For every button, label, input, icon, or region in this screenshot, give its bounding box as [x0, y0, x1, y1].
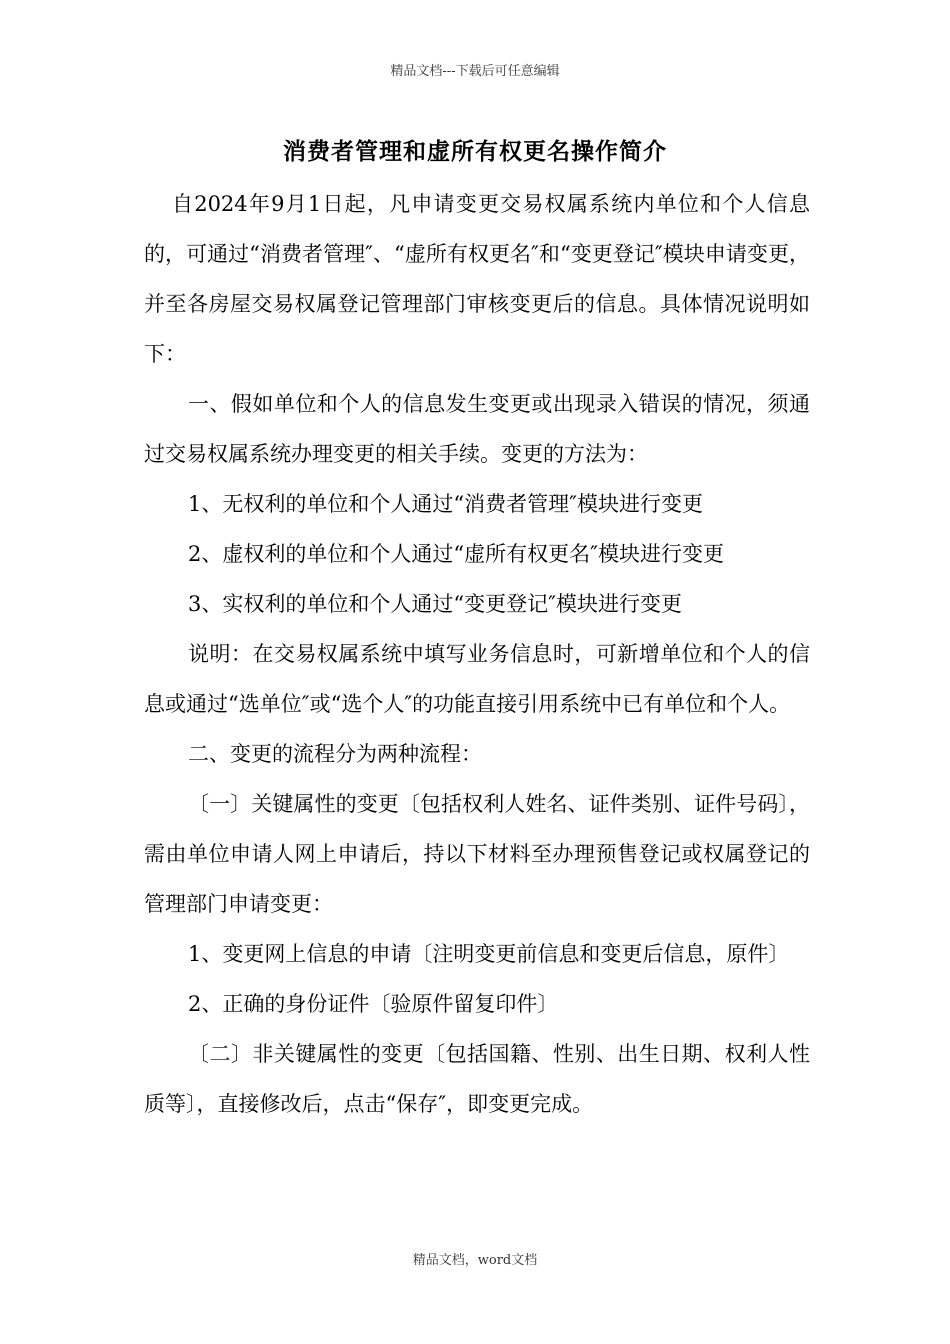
document-body [144, 179, 810, 1129]
paragraph-material-2: 2、正确的身份证件〔验原件留复印件〕 [188, 992, 559, 1016]
page-footer: 精品文档，word文档 [412, 1253, 538, 1268]
paragraph-method-2: 2、虚权利的单位和个人通过“虚所有权更名″模块进行变更 [188, 542, 724, 566]
paragraph-non-key-attributes: 〔二〕非关键属性的变更〔包括国籍、性别、出生日期、权利人性质等〕，直接修改后，点击“保存″，即变更完成。 [144, 1042, 810, 1116]
page-header: 精品文档---下载后可任意编辑 [390, 64, 560, 79]
paragraph-intro: 自2024年9月1日起，凡申请变更交易权属系统内单位和个人信息的，可通过“消费者管理″、“虚所有权更名″和“变更登记″模块申请变更，并至各房屋交易权属登记管理部门审核变更后的信息。具体情况说明如下： [144, 192, 810, 366]
paragraph-key-attributes: 〔一〕关键属性的变更〔包括权利人姓名、证件类别、证件号码〕，需由单位申请人网上申请后，持以下材料至办理预售登记或权属登记的管理部门申请变更： [144, 792, 810, 916]
document-title: 消费者管理和虚所有权更名操作简介 [283, 138, 667, 165]
paragraph-section-two: 二、变更的流程分为两种流程： [188, 742, 482, 766]
paragraph-method-1: 1、无权利的单位和个人通过“消费者管理″模块进行变更 [188, 492, 703, 516]
paragraph-method-3: 3、实权利的单位和个人通过“变更登记″模块进行变更 [188, 592, 682, 616]
paragraph-material-1: 1、变更网上信息的申请〔注明变更前信息和变更后信息，原件〕 [188, 942, 790, 966]
paragraph-note: 说明：在交易权属系统中填写业务信息时，可新增单位和个人的信息或通过“选单位″或“选个人″的功能直接引用系统中已有单位和个人。 [144, 642, 810, 716]
paragraph-section-one: 一、假如单位和个人的信息发生变更或出现录入错误的情况，须通过交易权属系统办理变更的相关手续。变更的方法为： [144, 392, 810, 466]
